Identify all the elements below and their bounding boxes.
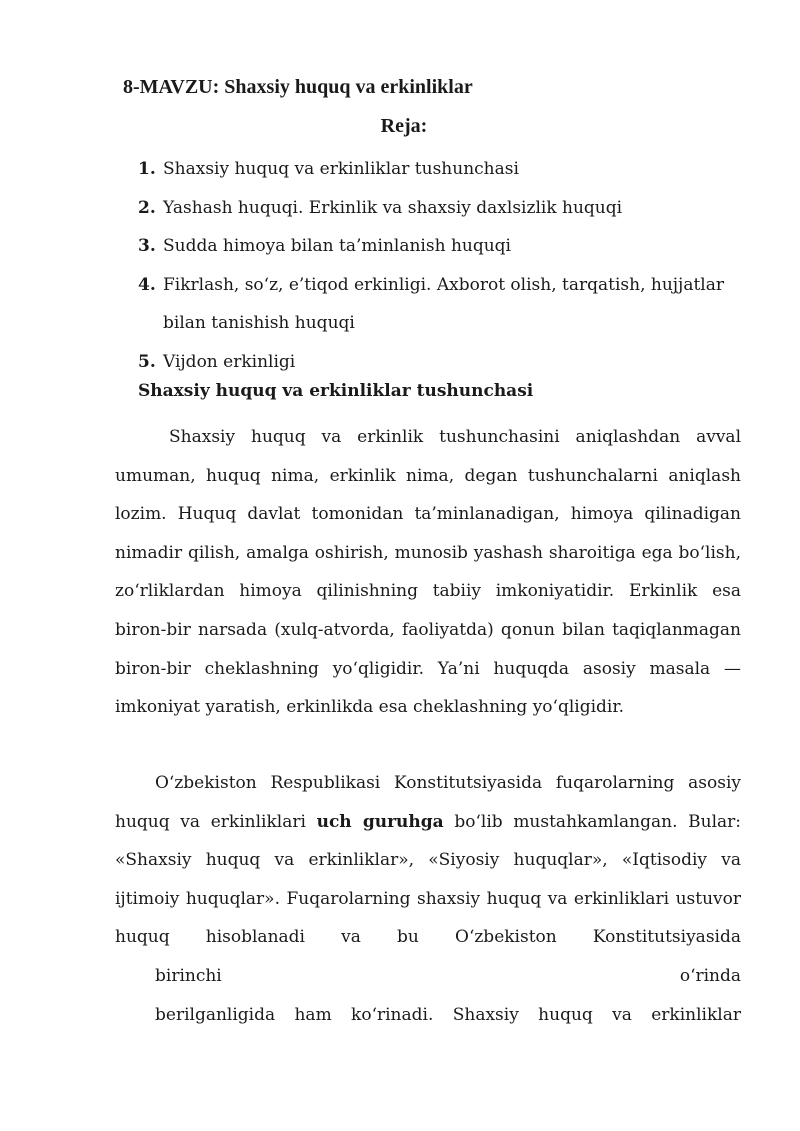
- plan-item: [138, 227, 748, 266]
- plan-item-text: Sudda himoya bilan ta’minlanish huquqi: [163, 236, 511, 257]
- topic-title: [123, 76, 473, 99]
- section-heading: Shaxsiy huquq va erkinliklar tushunchasi: [138, 381, 534, 401]
- plan-item-number: 5.: [138, 351, 156, 372]
- plan-item-number: 3.: [138, 236, 156, 257]
- topic-number: 8-MAVZU:: [123, 76, 220, 98]
- plan-heading: Reja:: [380, 115, 428, 137]
- paragraph-text-before: O‘zbekiston Respublikasi Konstitutsiyasida fuqarolarning asosiy huquq va erkinliklari: [115, 773, 741, 832]
- paragraph-constitution: [115, 764, 741, 1034]
- paragraph-text-after: bo‘lib mustahkamlangan. Bular: «Shaxsiy huquq va erkinliklar», «Siyosiy huquqlar», «Iqtisodiy va ijtimoiy huquqlar». Fuqarolarning shaxsiy huquq va erkinliklari ustuvor huquq hisoblanadi va bu O‘zbekiston Konstitutsiyasida: [115, 811, 742, 948]
- paragraph-spread-line: [115, 957, 741, 996]
- paragraph-emphasis: uch guruhga: [316, 811, 444, 832]
- plan-item-text: Yashash huquqi. Erkinlik va shaxsiy daxlsizlik huquqi: [163, 197, 623, 218]
- plan-item-number: 2.: [138, 197, 156, 218]
- plan-item-text: Vijdon erkinligi: [163, 351, 296, 372]
- plan-item-number: 1.: [138, 159, 156, 179]
- plan-item: [138, 150, 748, 189]
- paragraph-definitions: Shaxsiy huquq va erkinlik tushunchasini aniqlashdan avval umuman, huquq nima, erkinlik nima, degan tushunchalarni aniqlash lozim. Huquq davlat tomonidan ta’minlanadigan, himoya qilinadigan nimadir qilish, amalga oshirish, munosib yashash sharoitiga ega bo‘lish, zo‘rliklardan himoya qilinishning tabiiy imkoniyatidir. Erkinlik esa biron-bir narsada (xulq-atvorda, faoliyatda) qonun bilan taqiqlanmagan biron-bir cheklashning yo‘qligidir. Ya’ni huquqda asosiy masala — imkoniyat yaratish, erkinlikda esa cheklashning yo‘qligidir.: [115, 427, 741, 718]
- paragraph-body: [115, 764, 741, 957]
- plan-item-number: 4.: [138, 274, 156, 295]
- plan-item: [138, 343, 748, 382]
- plan-item-text: Fikrlash, so‘z, e’tiqod erkinligi. Axborot olish, tarqatish, hujjatlar bilan tanishish huquqi: [163, 274, 724, 334]
- topic-title-text: Shaxsiy huquq va erkinliklar: [224, 76, 473, 98]
- spread-word-left: birinchi: [155, 965, 222, 986]
- paragraph-last-line: berilganligida ham ko‘rinadi. Shaxsiy huquq va erkinliklar: [155, 1004, 741, 1025]
- plan-item: [138, 266, 748, 343]
- plan-item: [138, 189, 748, 228]
- plan-item-text: Shaxsiy huquq va erkinliklar tushunchasi: [163, 159, 519, 179]
- spread-word-right: o‘rinda: [679, 965, 741, 986]
- plan-list: [138, 150, 748, 382]
